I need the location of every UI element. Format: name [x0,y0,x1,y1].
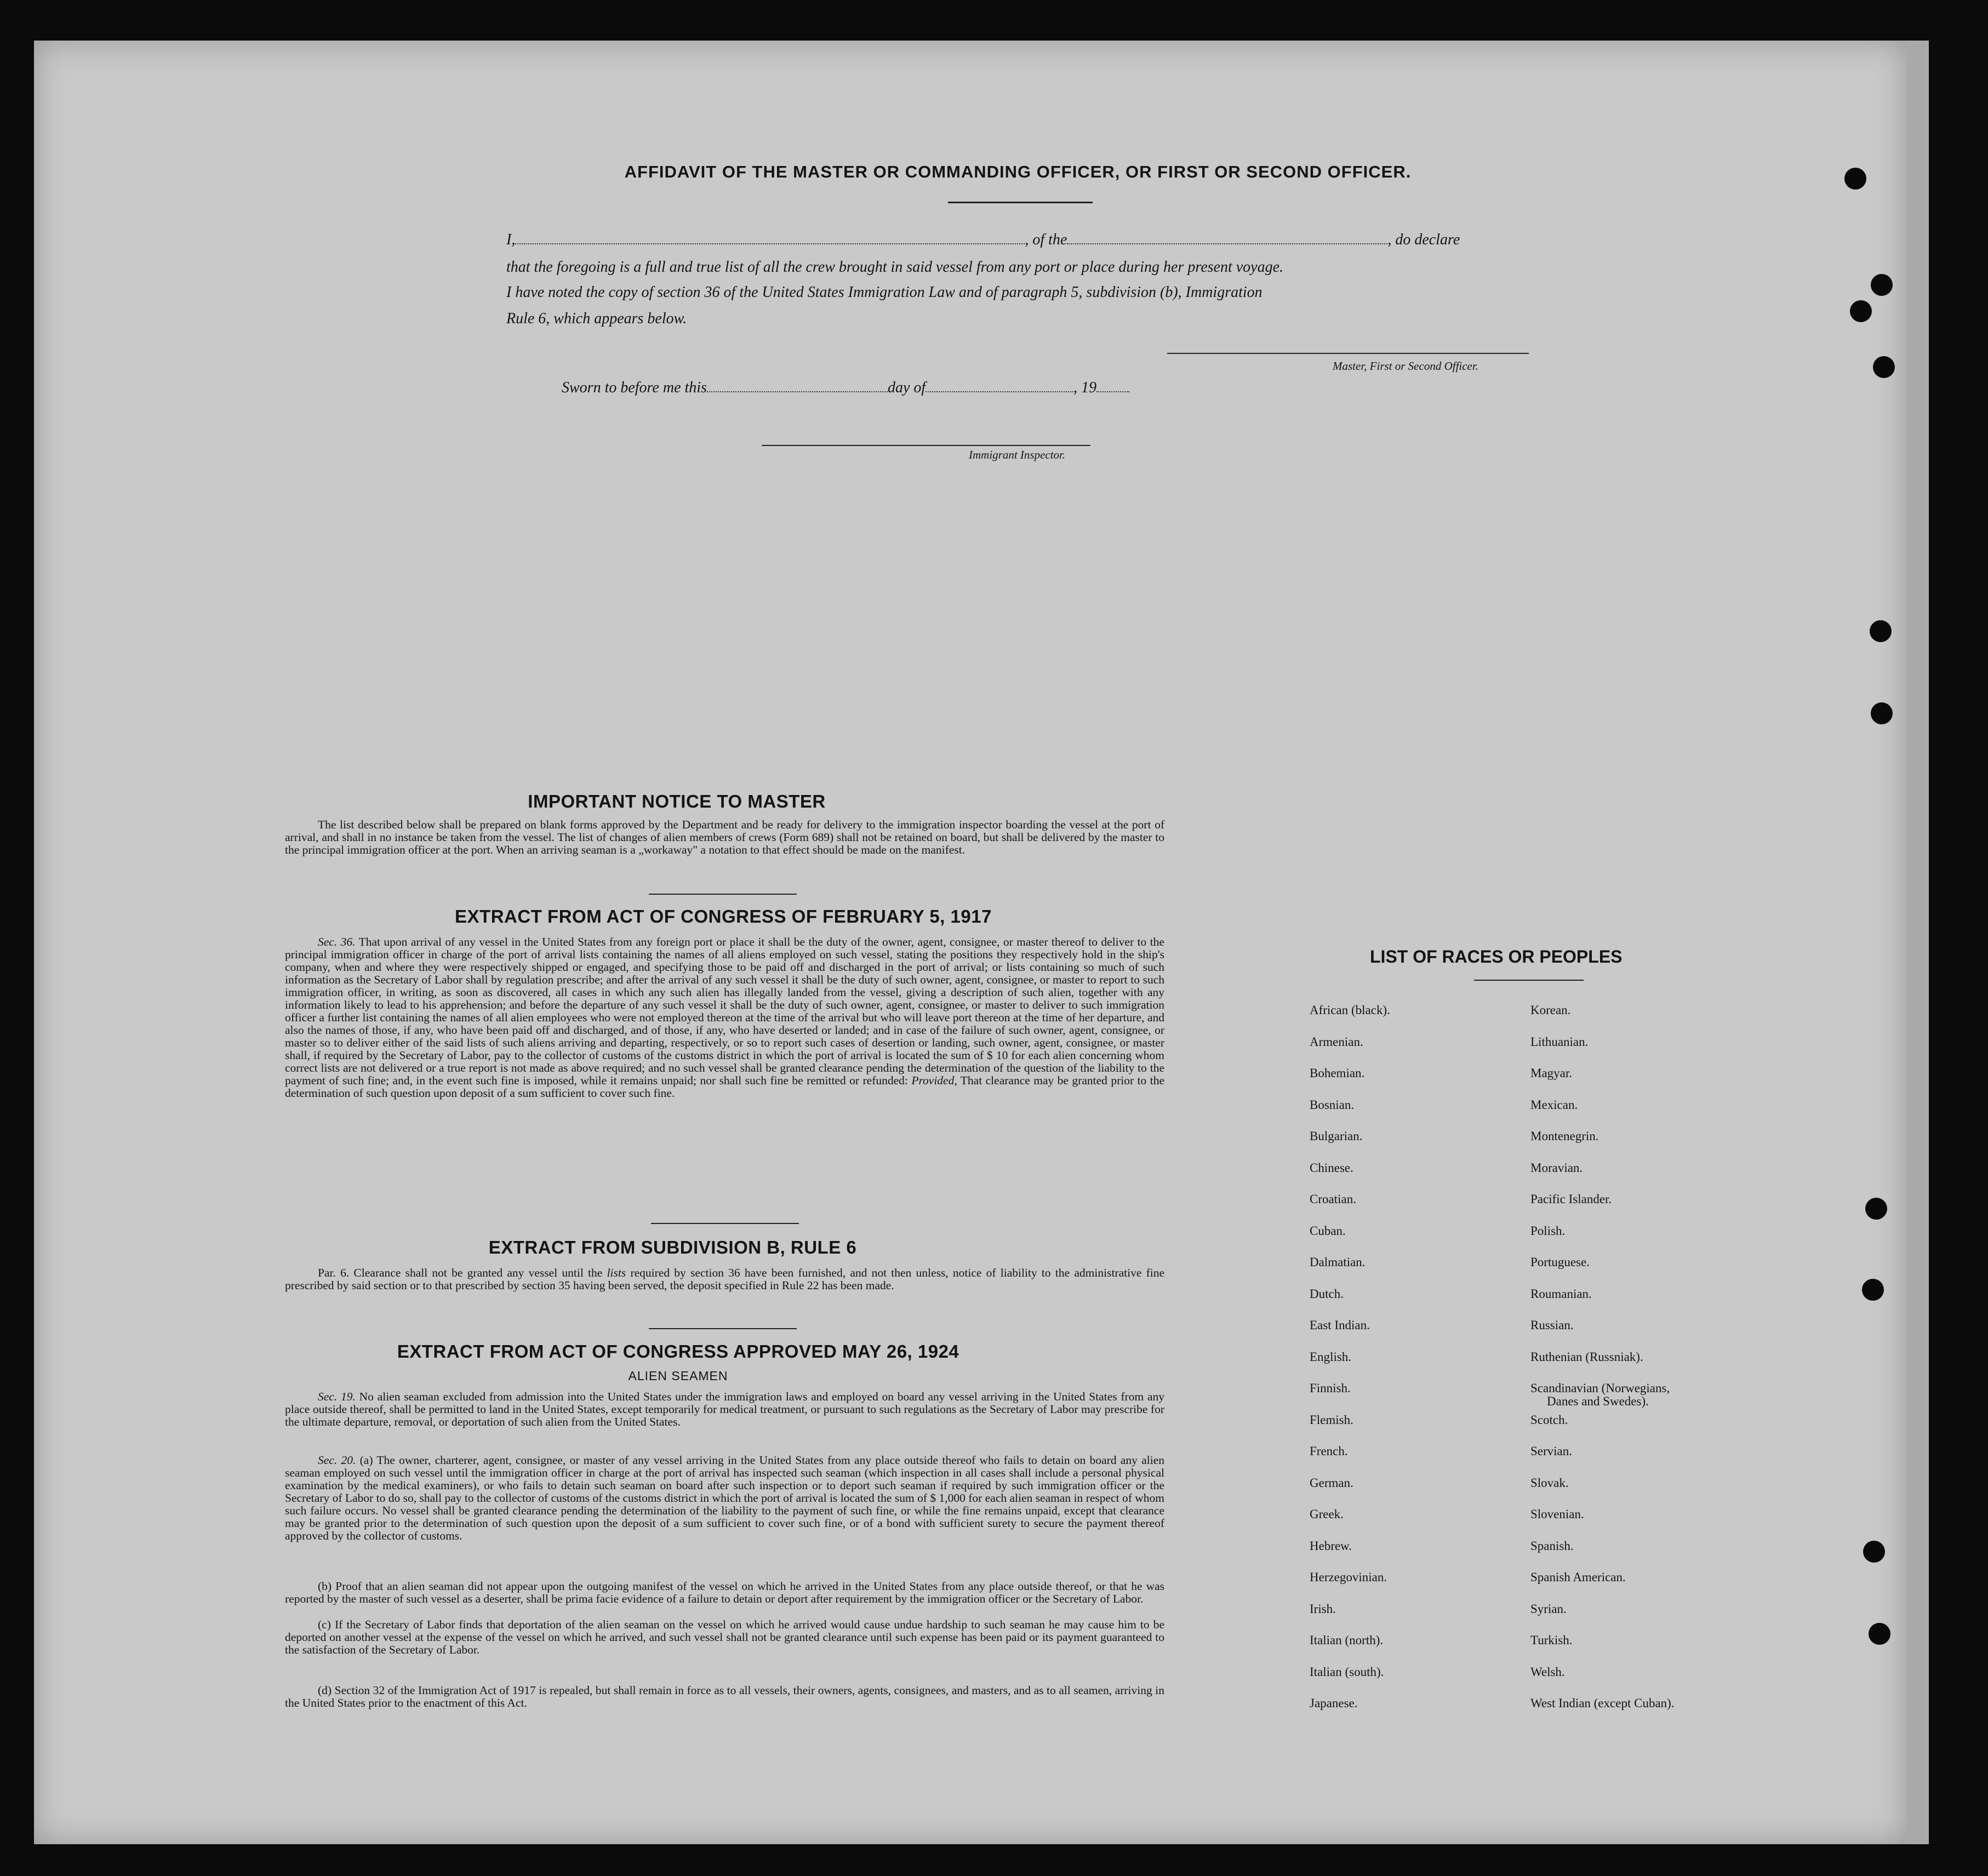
affidavit-line-2: that the foregoing is a full and true list of all the crew brought in said vessel from any port or place during her present voyage. [506,259,1284,276]
month-blank[interactable] [926,380,1073,392]
signature-label: Master, First or Second Officer. [1333,359,1478,373]
race-item: Moravian. [1530,1161,1583,1175]
act1924-sec20c: (c) If the Secretary of Labor finds that deportation of the alien seaman on the vessel on which he arrived would cause undue hardship to such seaman he may cause him to be deported on another vessel at the expense of the vessel on which he arrived, and such vessel shall not be granted clearance until such expense has been paid or its payment guaranteed to the satisfaction of the Secretary of Labor. [285,1618,1164,1656]
act1917-provided: Provided, [911,1074,957,1087]
race-item: Korean. [1530,1003,1571,1017]
punch-hole [1871,274,1893,296]
race-item: Bosnian. [1310,1098,1355,1112]
act1924-sec19 [285,1391,1164,1428]
act1924-sec20a [285,1454,1164,1542]
divider [1474,980,1584,981]
signature-line[interactable] [1167,353,1529,354]
divider [649,1328,797,1329]
punch-hole [1873,356,1895,378]
race-item: West Indian (except Cuban). [1530,1696,1675,1710]
race-item: English. [1310,1350,1352,1364]
rule6-lists: lists [607,1266,626,1279]
sworn-year: , 19 [1073,379,1097,396]
punch-hole [1869,1623,1890,1645]
rule6-title: EXTRACT FROM SUBDIVISION B, RULE 6 [488,1237,857,1257]
race-item: Spanish American. [1530,1570,1626,1584]
race-item: Turkish. [1530,1633,1573,1647]
race-item: Armenian. [1310,1035,1363,1049]
sec19-body: No alien seaman excluded from admission into the United States under the immigration laws and employed on board any vessel arriving in the United States from any place outside thereof, shall be permitted to land in the United States, except temporarily for medical treatment, or pursuant to such regulations as the Secretary of Labor may prescribe for the ultimate departure, removal, or deportation of such alien from the United States. [285,1390,1164,1428]
vessel-blank[interactable] [1067,232,1387,244]
race-item: Ruthenian (Russniak). [1530,1350,1643,1364]
affidavit-line-3: I have noted the copy of section 36 of the United States Immigration Law and of paragraph 5, subdivision (b), Immigration [506,284,1263,301]
race-item: German. [1310,1476,1353,1490]
affidavit-declare: , do declare [1387,231,1460,248]
act1924-title: EXTRACT FROM ACT OF CONGRESS APPROVED MAY 26, 1924 [397,1341,959,1362]
race-item: Scotch. [1530,1413,1568,1427]
rule6-body-end: required by section 36 have been furnished, and not then unless, notice of liability to the administrative fine prescribed by said section or to that prescribed by section 35 having been served, the deposit specified in Rule 22 has been made. [285,1266,1165,1292]
race-item: African (black). [1310,1003,1390,1017]
punch-hole [1871,702,1893,724]
race-item: Montenegrin. [1530,1129,1599,1143]
act1917-body-end: That clearance may be granted prior to the determination of such question upon deposit of a sum sufficient to cover such fine. [285,1074,1164,1100]
sworn-line [562,380,1129,396]
race-item: Mexican. [1530,1098,1578,1112]
race-item: French. [1310,1444,1348,1458]
race-item: Greek. [1310,1507,1344,1521]
race-item: Chinese. [1310,1161,1353,1175]
notice-title: IMPORTANT NOTICE TO MASTER [528,791,826,811]
act1924-sec20d: (d) Section 32 of the Immigration Act of 1917 is repealed, but shall remain in force as to all vessels, their owners, agents, consignees, and masters, and as to all seamen, arriving in the United States prior to the enactment of this Act. [285,1684,1164,1709]
race-item: Scandinavian (Norwegians, [1530,1381,1670,1395]
race-item: Slovak. [1530,1476,1569,1490]
race-item: Bulgarian. [1310,1129,1363,1143]
affidavit-line-4: Rule 6, which appears below. [506,310,687,327]
race-item: Bohemian. [1310,1066,1365,1080]
sec19-label: Sec. 19. [318,1390,356,1403]
race-item: Irish. [1310,1602,1336,1616]
inspector-label: Immigrant Inspector. [969,448,1066,461]
race-item: Flemish. [1310,1413,1353,1427]
year-blank[interactable] [1096,380,1129,392]
race-item: Japanese. [1310,1696,1358,1710]
sworn-day: day of [887,379,926,396]
race-item: East Indian. [1310,1318,1370,1332]
race-item: Finnish. [1310,1381,1351,1395]
affidavit-i: I, [506,231,516,248]
race-item: Syrian. [1530,1602,1567,1616]
rule6-text [285,1267,1164,1292]
sec20a-body: (a) The owner, charterer, agent, consignee, or master of any vessel arriving in the United States from any place outside thereof who fails to detain on board any alien seaman employed on such vessel until the immigration officer in charge at the port of arrival has inspected such seaman (which inspection in all cases shall include a personal physical examination by the medical examiners), or who fails to detain such seaman on board after such inspection or to deport such seaman if required by such immigration officer or the Secretary of Labor to do so, shall pay to the collector of customs of the customs district in which the port of arrival is located the sum of $ 1,000 for each alien seaman in respect of whom such failure occurs. No vessel shall be granted clearance pending the determination of the liability to the payment of such fine, or while the fine remains unpaid, except that clearance may be granted prior to the determination of such question upon the deposit of a sum sufficient to cover such fine, or of a bond with sufficient surety to secure the payment thereof approved by the collector of customs. [285,1454,1164,1542]
race-item: Polish. [1530,1224,1566,1238]
race-item: Lithuanian. [1530,1035,1589,1049]
divider [948,202,1093,203]
race-item: Italian (north). [1310,1633,1384,1647]
race-item: Hebrew. [1310,1539,1352,1553]
page-edge [1907,41,1929,1844]
punch-hole [1862,1279,1884,1301]
race-item: Spanish. [1530,1539,1574,1553]
punch-hole [1844,168,1866,190]
race-item: Roumanian. [1530,1287,1592,1301]
race-item: Dalmatian. [1310,1255,1366,1269]
race-item: Portuguese. [1530,1255,1590,1269]
rule6-body: Par. 6. Clearance shall not be granted any vessel until the [318,1266,603,1279]
punch-hole [1870,620,1892,642]
race-item: Croatian. [1310,1192,1356,1206]
race-item: Welsh. [1530,1665,1565,1679]
punch-hole [1863,1541,1885,1563]
act1917-title: EXTRACT FROM ACT OF CONGRESS OF FEBRUARY 5, 1917 [455,906,992,926]
divider [649,894,797,895]
race-item: Pacific Islander. [1530,1192,1612,1206]
race-item: Slovenian. [1530,1507,1584,1521]
sec20-label: Sec. 20. [318,1454,356,1467]
act1924-subtitle: ALIEN SEAMEN [628,1369,728,1383]
race-item: Russian. [1530,1318,1574,1332]
races-title: LIST OF RACES OR PEOPLES [1370,947,1623,966]
affidavit-declaration-line [506,232,1460,248]
punch-hole [1850,300,1872,322]
race-item: Servian. [1530,1444,1573,1458]
act1917-text [285,936,1164,1100]
race-item: Cuban. [1310,1224,1346,1238]
act1917-body: That upon arrival of any vessel in the United States from any foreign port or place it shall be the duty of the owner, agent, consignee, or master thereof to deliver to the principal immigration officer in charge of the port of arrival lists containing the names of all aliens employed on such vessel, stating the positions they respectively hold in the ship's company, when and where they were respectively shipped or engaged, and specifying those to be paid off and discharged in the port of arrival; or lists containing so much of such information as the Secretary of Labor shall by regulation prescribe; and after the arrival of any such vessel it shall be the duty of such owner, agent, consignee, or master to report to such immigration officer, in writing, as soon as discovered, all cases in which any such alien has illegally landed from the vessel, giving a description of such alien, together with any information likely to lead to his apprehension; and before the departure of any such vessel it shall be the duty of such owner, agent, consignee, or master to deliver to such immigration officer a further list containing the names of all alien employees who were not employed thereon at the time of the arrival but who will leave port thereon at the time of her departure, and also the names of those, if any, who have been paid off and discharged, and of those, if any, who have deserted or landed; and in case of the failure of such owner, agent, consignee, or master so to deliver either of the said lists of such aliens arriving and departing, respectively, or so to report such cases of desertion or landing, such owner, agent, consignee, or master shall, if required by the Secretary of Labor, pay to the collector of customs of the customs district in which the port of arrival is located the sum of $ 10 for each alien concerning whom correct lists are not delivered or a true report is not made as above required; and no such vessel shall be granted clearance pending the determination of the question of the liability to the payment of such fine; and, in the event such fine is imposed, while it remains unpaid; nor shall such fine be remitted or refunded: [285,935,1164,1087]
race-item: Danes and Swedes). [1547,1394,1649,1408]
act1917-sec-label: Sec. 36. [318,935,356,948]
act1924-sec20b: (b) Proof that an alien seaman did not appear upon the outgoing manifest of the vessel on which he arrived in the United States from any place outside thereof, or that he was reported by the master of such vessel as a deserter, shall be prima facie evidence of a failure to detain or deport after requirement by the immigration officer or the Secretary of Labor. [285,1580,1164,1605]
race-item: Herzegovinian. [1310,1570,1387,1584]
affidavit-of-the: , of the [1025,231,1067,248]
sworn-prefix: Sworn to before me this [562,379,707,396]
name-blank[interactable] [515,232,1025,244]
divider [651,1223,799,1224]
race-item: Dutch. [1310,1287,1344,1301]
race-item: Magyar. [1530,1066,1573,1080]
day-blank[interactable] [707,380,888,392]
affidavit-title: AFFIDAVIT OF THE MASTER OR COMMANDING OFFICER, OR FIRST OR SECOND OFFICER. [624,162,1412,181]
race-item: Italian (south). [1310,1665,1384,1679]
notice-text: The list described below shall be prepared on blank forms approved by the Department and be ready for delivery to the immigration inspector boarding the vessel at the port of arrival, and shall in no instance be taken from the vessel. The list of changes of alien members of crews (Form 689) shall not be retained on board, but shall be delivered by the master to the principal immigration officer at the port. When an arriving seaman is a „workaway" a notation to that effect should be made on the manifest. [285,818,1164,856]
inspector-line[interactable] [762,445,1090,446]
punch-hole [1865,1198,1887,1220]
